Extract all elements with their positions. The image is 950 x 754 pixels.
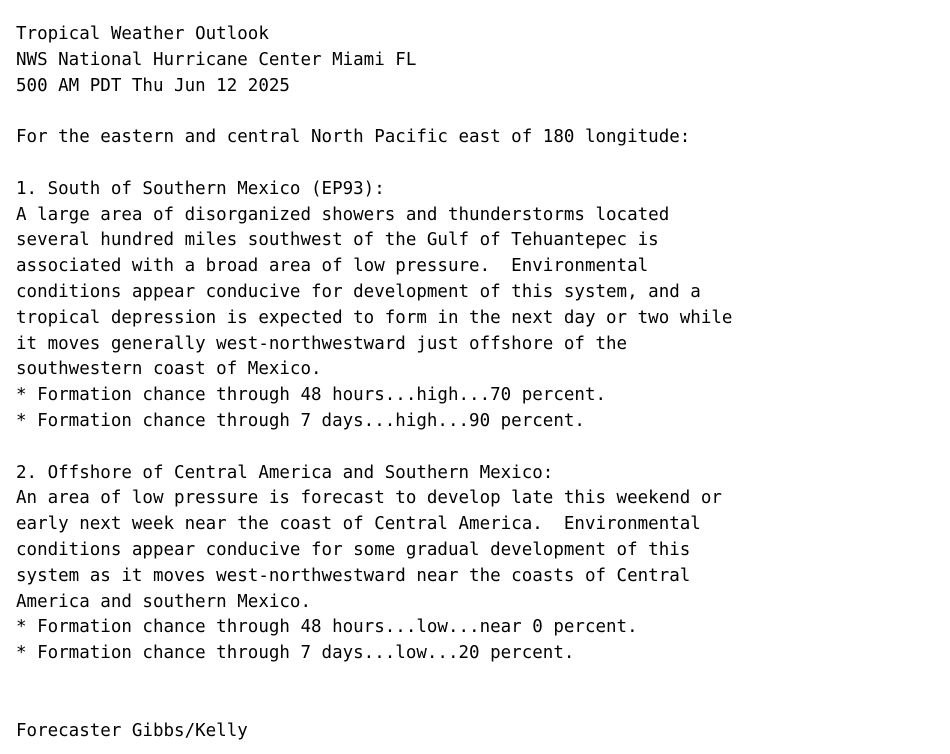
text-line: early next week near the coast of Central America. Environmental [16,514,701,535]
text-line: it moves generally west-northwestward just offshore of the [16,333,628,354]
text-line: conditions appear conducive for development of this system, and a [16,281,701,302]
text-line: several hundred miles southwest of the Gulf of Tehuantepec is [16,230,659,251]
text-line: * Formation chance through 7 days...low...20 percent. [16,643,575,664]
text-line [16,693,950,719]
text-line [16,667,950,693]
text-line: NWS National Hurricane Center Miami FL [16,49,417,70]
text-line: Tropical Weather Outlook [16,24,269,44]
text-line [16,435,950,461]
text-line: America and southern Mexico. [16,591,312,612]
text-line: * Formation chance through 48 hours...high...70 percent. [16,385,607,406]
text-line [16,151,950,177]
text-line: southwestern coast of Mexico. [16,359,322,380]
text-line: 1. South of Southern Mexico (EP93): [16,178,385,199]
text-line: 500 AM PDT Thu Jun 12 2025 [16,75,290,96]
text-line: tropical depression is expected to form in the next day or two while [16,307,733,328]
text-line: conditions appear conducive for some gradual development of this [16,539,691,560]
text-line: An area of low pressure is forecast to develop late this weekend or [16,488,722,509]
text-line: For the eastern and central North Pacific east of 180 longitude: [16,127,691,148]
text-line [16,99,950,125]
text-line: 2. Offshore of Central America and Southern Mexico: [16,462,554,483]
text-line: associated with a broad area of low pressure. Environmental [16,256,649,277]
forecaster-line: Forecaster Gibbs/Kelly [16,720,248,741]
text-line: A large area of disorganized showers and thunderstorms located [16,204,670,225]
text-line: * Formation chance through 7 days...high...90 percent. [16,410,585,431]
text-line: system as it moves west-northwestward near the coasts of Central [16,565,691,586]
text-line: * Formation chance through 48 hours...low...near 0 percent. [16,617,638,638]
